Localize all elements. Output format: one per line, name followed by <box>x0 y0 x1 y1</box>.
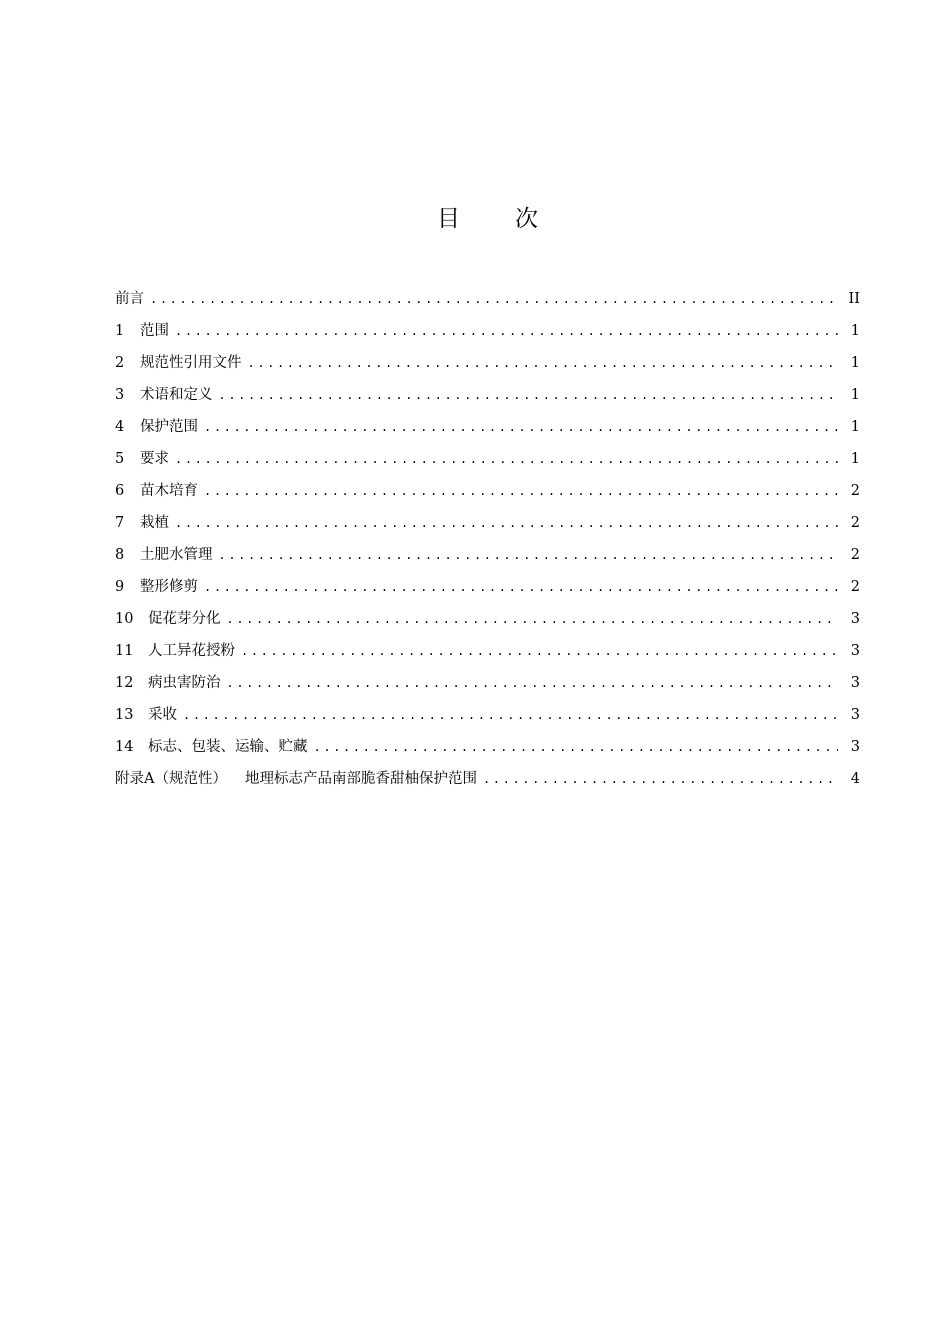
toc-entry-label: 栽植 <box>140 515 169 531</box>
toc-entry-number: 8 <box>115 547 125 563</box>
toc-dot-leader <box>204 480 838 502</box>
toc-entry-label: 标志、包装、运输、贮藏 <box>148 739 308 755</box>
toc-entry-page: 1 <box>850 419 860 435</box>
toc-entry-12[interactable] <box>115 672 860 704</box>
toc-entry-label: 病虫害防治 <box>148 675 221 691</box>
toc-entry-number: 3 <box>115 387 125 403</box>
toc-entry-1[interactable] <box>115 320 860 352</box>
toc-dot-leader <box>175 512 838 534</box>
toc-dot-leader <box>175 320 838 342</box>
toc-title-char-1: 目 <box>437 206 460 232</box>
toc-entry-8[interactable] <box>115 544 860 576</box>
toc-entry-page: 3 <box>850 675 860 691</box>
toc-entry-6[interactable] <box>115 480 860 512</box>
toc-entry-11[interactable] <box>115 640 860 672</box>
toc-entry-14[interactable] <box>115 736 860 768</box>
toc-dot-leader <box>219 544 839 566</box>
toc-entry-page: 3 <box>850 611 860 627</box>
toc-entry-label: 要求 <box>140 451 169 467</box>
toc-entry-number: 4 <box>115 419 125 435</box>
toc-dot-leader <box>483 768 838 790</box>
toc-entry-13[interactable] <box>115 704 860 736</box>
toc-entry-number: 10 <box>115 611 134 627</box>
toc-dot-leader <box>219 384 839 406</box>
toc-entry-page: 1 <box>850 323 860 339</box>
toc-entry-number: 2 <box>115 355 125 371</box>
toc-entry-page: 1 <box>850 355 860 371</box>
toc-entry-page: 2 <box>850 547 860 563</box>
toc-entry-page: 1 <box>850 451 860 467</box>
toc-entry-number: 5 <box>115 451 125 467</box>
toc-entry-appendix-a[interactable] <box>115 768 860 800</box>
toc-entry-label: 前言 <box>115 291 144 307</box>
toc-entry-page: 2 <box>850 515 860 531</box>
toc-dot-leader <box>241 640 838 662</box>
toc-entry-number: 7 <box>115 515 125 531</box>
toc-entry-page: 3 <box>850 643 860 659</box>
toc-entry-label: 范围 <box>140 323 169 339</box>
toc-dot-leader <box>227 608 839 630</box>
toc-entry-3[interactable] <box>115 384 860 416</box>
toc-title <box>0 200 950 233</box>
toc-entry-page: 3 <box>850 739 860 755</box>
toc-entry-preface[interactable] <box>115 288 860 320</box>
toc-entry-page: 4 <box>850 771 860 787</box>
toc-entry-label: 苗木培育 <box>140 483 198 499</box>
toc-dot-leader <box>248 352 839 374</box>
toc-entry-page: 1 <box>850 387 860 403</box>
toc-entry-label: 采收 <box>148 707 177 723</box>
toc-title-char-2: 次 <box>515 206 538 232</box>
toc-entry-4[interactable] <box>115 416 860 448</box>
toc-dot-leader <box>314 736 839 758</box>
toc-list <box>115 288 860 800</box>
toc-entry-label: 术语和定义 <box>140 387 213 403</box>
toc-entry-label: 促花芽分化 <box>148 611 221 627</box>
toc-entry-page: 2 <box>850 483 860 499</box>
appendix-label: 附录A（规范性） <box>115 771 227 787</box>
toc-dot-leader <box>175 448 838 470</box>
toc-dot-leader <box>204 416 838 438</box>
toc-entry-label <box>115 768 477 790</box>
toc-entry-label: 人工异花授粉 <box>148 643 235 659</box>
toc-entry-2[interactable] <box>115 352 860 384</box>
toc-entry-9[interactable] <box>115 576 860 608</box>
toc-entry-page: 3 <box>850 707 860 723</box>
toc-entry-number: 9 <box>115 579 125 595</box>
toc-entry-10[interactable] <box>115 608 860 640</box>
toc-dot-leader <box>150 288 838 310</box>
toc-entry-number: 14 <box>115 739 134 755</box>
toc-dot-leader <box>183 704 838 726</box>
toc-entry-number: 13 <box>115 707 134 723</box>
toc-entry-page: 2 <box>850 579 860 595</box>
appendix-subtitle: 地理标志产品南部脆香甜柚保护范围 <box>244 771 477 787</box>
toc-entry-number: 1 <box>115 323 125 339</box>
toc-entry-label: 整形修剪 <box>140 579 198 595</box>
toc-dot-leader <box>227 672 839 694</box>
toc-entry-page: II <box>848 291 860 307</box>
toc-entry-7[interactable] <box>115 512 860 544</box>
toc-entry-number: 6 <box>115 483 125 499</box>
toc-entry-label: 保护范围 <box>140 419 198 435</box>
toc-entry-label: 土肥水管理 <box>140 547 213 563</box>
toc-entry-5[interactable] <box>115 448 860 480</box>
toc-entry-number: 11 <box>115 643 134 659</box>
toc-dot-leader <box>204 576 838 598</box>
toc-entry-number: 12 <box>115 675 134 691</box>
toc-entry-label: 规范性引用文件 <box>140 355 242 371</box>
